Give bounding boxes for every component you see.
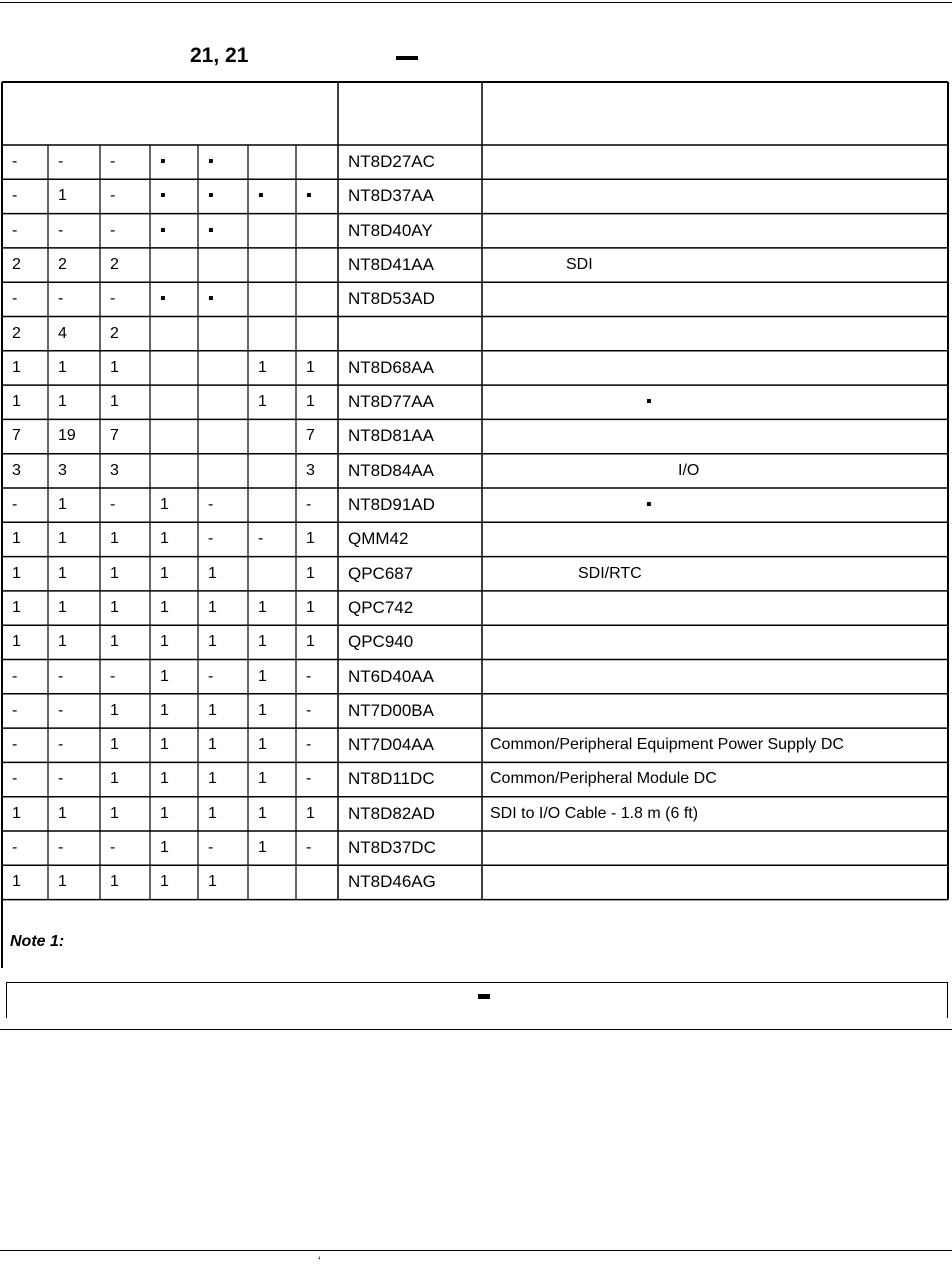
qty-cell: 3 <box>306 461 315 479</box>
qty-cell: - <box>12 839 18 856</box>
part-code: NT8D11DC <box>348 769 435 789</box>
qty-cell: 1 <box>258 667 267 685</box>
part-code: NT8D53AD <box>348 289 435 309</box>
qty-cell: - <box>306 496 312 513</box>
qty-cell: ▪ <box>306 187 312 205</box>
qty-cell: 1 <box>110 530 119 548</box>
qty-cell: 1 <box>208 701 217 719</box>
box-dash <box>478 994 490 999</box>
qty-cell: ▪ <box>208 221 214 239</box>
part-code: NT8D91AD <box>348 495 435 514</box>
qty-cell: 1 <box>110 598 119 616</box>
qty-cell: 1 <box>258 633 267 651</box>
qty-cell: 1 <box>208 564 217 582</box>
qty-cell: 1 <box>12 873 21 891</box>
qty-cell: - <box>208 530 214 548</box>
qty-cell: 1 <box>160 564 169 582</box>
qty-cell: ▪ <box>208 290 214 308</box>
qty-cell: 1 <box>160 873 169 891</box>
note-label: Note 1: <box>10 933 65 950</box>
part-description: Common/Peripheral Equipment Power Supply DC <box>490 736 844 754</box>
continuation-box <box>6 982 948 1018</box>
qty-cell: - <box>110 496 116 513</box>
qty-cell: 1 <box>258 358 267 376</box>
qty-cell: - <box>258 530 264 548</box>
qty-cell: 1 <box>58 564 67 582</box>
qty-cell: 1 <box>12 358 21 376</box>
qty-cell: - <box>12 153 18 170</box>
qty-cell: 1 <box>258 770 267 788</box>
part-description: Common/Peripheral Module DC <box>490 770 717 788</box>
qty-cell: 1 <box>12 393 21 411</box>
qty-cell: - <box>12 187 18 205</box>
part-code: NT8D84AA <box>348 460 434 480</box>
qty-cell: 3 <box>58 461 67 479</box>
qty-cell: - <box>58 153 64 170</box>
qty-cell: ▪ <box>208 153 214 170</box>
qty-cell: - <box>58 701 64 719</box>
qty-cell: - <box>110 290 116 308</box>
qty-cell: - <box>208 667 214 685</box>
part-code: NT8D37DC <box>348 838 436 857</box>
qty-cell: 1 <box>12 564 21 582</box>
qty-cell: - <box>58 839 64 856</box>
qty-cell: 1 <box>160 770 169 788</box>
part-code: NT8D82AD <box>348 803 435 823</box>
part-code: NT6D40AA <box>348 666 434 686</box>
qty-cell: 1 <box>58 187 67 205</box>
qty-cell: 1 <box>306 530 315 548</box>
qty-cell: 4 <box>58 324 67 342</box>
qty-cell: - <box>12 221 18 239</box>
qty-cell: 1 <box>110 873 119 891</box>
qty-cell: 1 <box>160 839 169 856</box>
qty-cell: 1 <box>208 633 217 651</box>
qty-cell: ▪ <box>160 221 166 239</box>
qty-cell: - <box>12 496 18 513</box>
part-code: NT8D68AA <box>348 357 434 377</box>
qty-cell: 1 <box>160 804 169 822</box>
qty-cell: 1 <box>208 598 217 616</box>
qty-cell: - <box>110 667 116 685</box>
qty-cell: - <box>306 667 312 685</box>
qty-cell: 1 <box>110 701 119 719</box>
part-code: NT8D40AY <box>348 220 433 240</box>
qty-cell: - <box>12 770 18 788</box>
box-top-line <box>6 982 948 983</box>
qty-cell: - <box>110 839 116 856</box>
qty-cell: 1 <box>110 393 119 411</box>
qty-cell: - <box>110 221 116 239</box>
qty-cell: 1 <box>110 633 119 651</box>
part-code: NT8D41AA <box>348 254 434 274</box>
qty-cell: 1 <box>258 804 267 822</box>
part-description: SDI/RTC <box>578 564 642 582</box>
qty-cell: 1 <box>306 804 315 822</box>
qty-cell: 1 <box>208 736 217 754</box>
qty-cell: - <box>208 496 214 513</box>
part-description: SDI <box>566 255 593 273</box>
qty-cell: 2 <box>58 255 67 273</box>
qty-cell: - <box>306 839 312 856</box>
qty-cell: 3 <box>110 461 119 479</box>
part-description: I/O <box>678 461 700 479</box>
qty-cell: - <box>58 667 64 685</box>
part-description: ▪ <box>646 393 652 411</box>
qty-cell: 1 <box>208 770 217 788</box>
qty-cell: 1 <box>160 667 169 685</box>
qty-cell: 1 <box>58 393 67 411</box>
part-code: NT7D04AA <box>348 735 434 755</box>
qty-cell: 1 <box>306 633 315 651</box>
qty-cell: 1 <box>110 564 119 582</box>
qty-cell: 7 <box>110 427 119 445</box>
qty-cell: 2 <box>110 324 119 342</box>
qty-cell: 1 <box>258 598 267 616</box>
qty-cell: 1 <box>160 598 169 616</box>
qty-cell: - <box>110 187 116 205</box>
qty-cell: 1 <box>306 598 315 616</box>
qty-cell: - <box>58 770 64 788</box>
qty-cell: 1 <box>12 633 21 651</box>
qty-cell: 2 <box>110 255 119 273</box>
qty-cell: ▪ <box>208 187 214 205</box>
part-code: NT8D77AA <box>348 392 434 412</box>
footer-mark: ‘ <box>318 1254 321 1268</box>
qty-cell: - <box>306 701 312 719</box>
qty-cell: 1 <box>160 530 169 548</box>
qty-cell: - <box>58 290 64 308</box>
part-code: QPC742 <box>348 597 414 617</box>
qty-cell: 1 <box>306 393 315 411</box>
qty-cell: 1 <box>160 736 169 754</box>
qty-cell: - <box>110 153 116 170</box>
qty-cell: 1 <box>58 873 67 891</box>
qty-cell: - <box>12 736 18 754</box>
qty-cell: 1 <box>160 701 169 719</box>
qty-cell: - <box>12 701 18 719</box>
qty-cell: - <box>208 839 214 856</box>
qty-cell: 1 <box>12 598 21 616</box>
part-code: NT7D00BA <box>348 700 434 720</box>
part-code: QMM42 <box>348 529 409 549</box>
qty-cell: ▪ <box>160 153 166 170</box>
qty-cell: 7 <box>12 427 21 445</box>
qty-cell: 1 <box>110 358 119 376</box>
qty-cell: 1 <box>110 770 119 788</box>
part-code: QPC940 <box>348 632 414 652</box>
qty-cell: 1 <box>208 873 217 891</box>
qty-cell: 1 <box>306 564 315 582</box>
qty-cell: 1 <box>160 633 169 651</box>
qty-cell: 1 <box>12 530 21 548</box>
qty-cell: 1 <box>58 358 67 376</box>
qty-cell: - <box>58 221 64 239</box>
part-code: NT8D27AC <box>348 152 435 171</box>
qty-cell: 1 <box>258 701 267 719</box>
part-code: NT8D81AA <box>348 426 434 446</box>
qty-cell: 3 <box>12 461 21 479</box>
qty-cell: 1 <box>58 496 67 513</box>
qty-cell: 1 <box>258 393 267 411</box>
qty-cell: 2 <box>12 324 21 342</box>
qty-cell: 1 <box>258 839 267 856</box>
part-code: NT8D37AA <box>348 186 434 206</box>
qty-cell: ▪ <box>160 290 166 308</box>
qty-cell: 1 <box>110 736 119 754</box>
qty-cell: 1 <box>58 633 67 651</box>
qty-cell: - <box>306 770 312 788</box>
bottom-rule <box>0 1250 952 1251</box>
qty-cell: - <box>306 736 312 754</box>
box-bottom-line <box>0 1029 952 1030</box>
qty-cell: 1 <box>306 358 315 376</box>
qty-cell: 19 <box>58 427 76 445</box>
part-description: ▪ <box>646 496 652 513</box>
qty-cell: - <box>12 290 18 308</box>
qty-cell: 1 <box>58 598 67 616</box>
part-code: QPC687 <box>348 563 414 583</box>
qty-cell: - <box>12 667 18 685</box>
qty-cell: 1 <box>258 736 267 754</box>
page-heading: 21, 21 <box>190 44 249 67</box>
qty-cell: 1 <box>58 804 67 822</box>
qty-cell: 1 <box>12 804 21 822</box>
qty-cell: 1 <box>160 496 169 513</box>
qty-cell: 2 <box>12 255 21 273</box>
qty-cell: ▪ <box>258 187 264 205</box>
part-code: NT8D46AG <box>348 872 436 892</box>
part-description: SDI to I/O Cable - 1.8 m (6 ft) <box>490 804 699 822</box>
qty-cell: 7 <box>306 427 315 445</box>
qty-cell: 1 <box>208 804 217 822</box>
qty-cell: 1 <box>58 530 67 548</box>
qty-cell: 1 <box>110 804 119 822</box>
qty-cell: - <box>58 736 64 754</box>
qty-cell: ▪ <box>160 187 166 205</box>
